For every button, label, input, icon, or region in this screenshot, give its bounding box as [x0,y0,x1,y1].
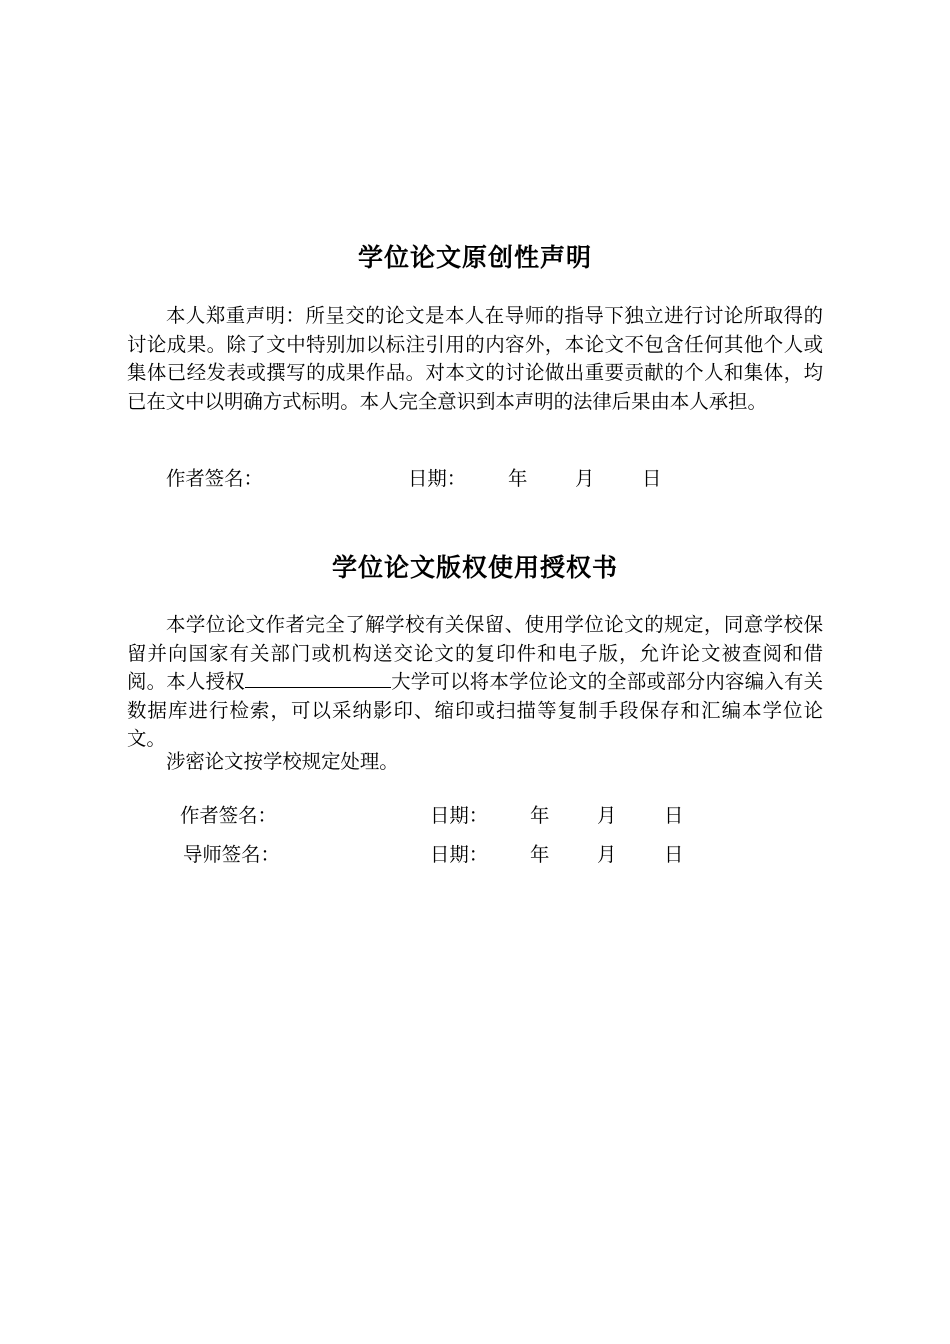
authorization-body-part1: 本学位论文作者完全了解学校有关保留、使用学位论文的规定，同意学校保留并向国家有关部门或机构送交论文的复印件和电子版，允许论文被查阅和借阅。本人授权 [127,613,823,693]
author-signature-label: 作者签名： [166,467,263,490]
author-signature-label: 作者签名： [180,804,277,827]
authorization-title: 学位论文版权使用授权书 [331,553,618,582]
date-label: 日期： [430,804,489,827]
date-label: 日期： [408,467,467,490]
university-name-blank [245,669,391,688]
authorization-body-part2: 大学可以将本学位论文的全部或部分内容编入有关数据库进行检索，可以采纳影印、缩印或扫描等复制手段保存和汇编本学位论文。 [127,670,824,750]
secret-thesis-note: 涉密论文按学校规定处理。 [166,750,399,773]
year-label: 年 [508,467,528,490]
month-label: 月 [597,843,617,866]
month-label: 月 [575,467,595,490]
year-label: 年 [530,804,550,827]
declaration-body: 本人郑重声明：所呈交的论文是本人在导师的指导下独立进行讨论所取得的讨论成果。除了文中特别加以标注引用的内容外，本论文不包含任何其他个人或集体已经发表或撰写的成果作品。对本文的讨论做出重要贡献的个人和集体，均已在文中以明确方式标明。本人完全意识到本声明的法律后果由本人承担。 [127,304,823,413]
authorization-body [127,611,823,754]
day-label: 日 [664,843,684,866]
date-label: 日期： [430,843,489,866]
day-label: 日 [664,804,684,827]
month-label: 月 [597,804,617,827]
declaration-title: 学位论文原创性声明 [357,243,592,272]
supervisor-signature-label: 导师签名： [183,843,280,866]
year-label: 年 [530,843,550,866]
day-label: 日 [642,467,662,490]
